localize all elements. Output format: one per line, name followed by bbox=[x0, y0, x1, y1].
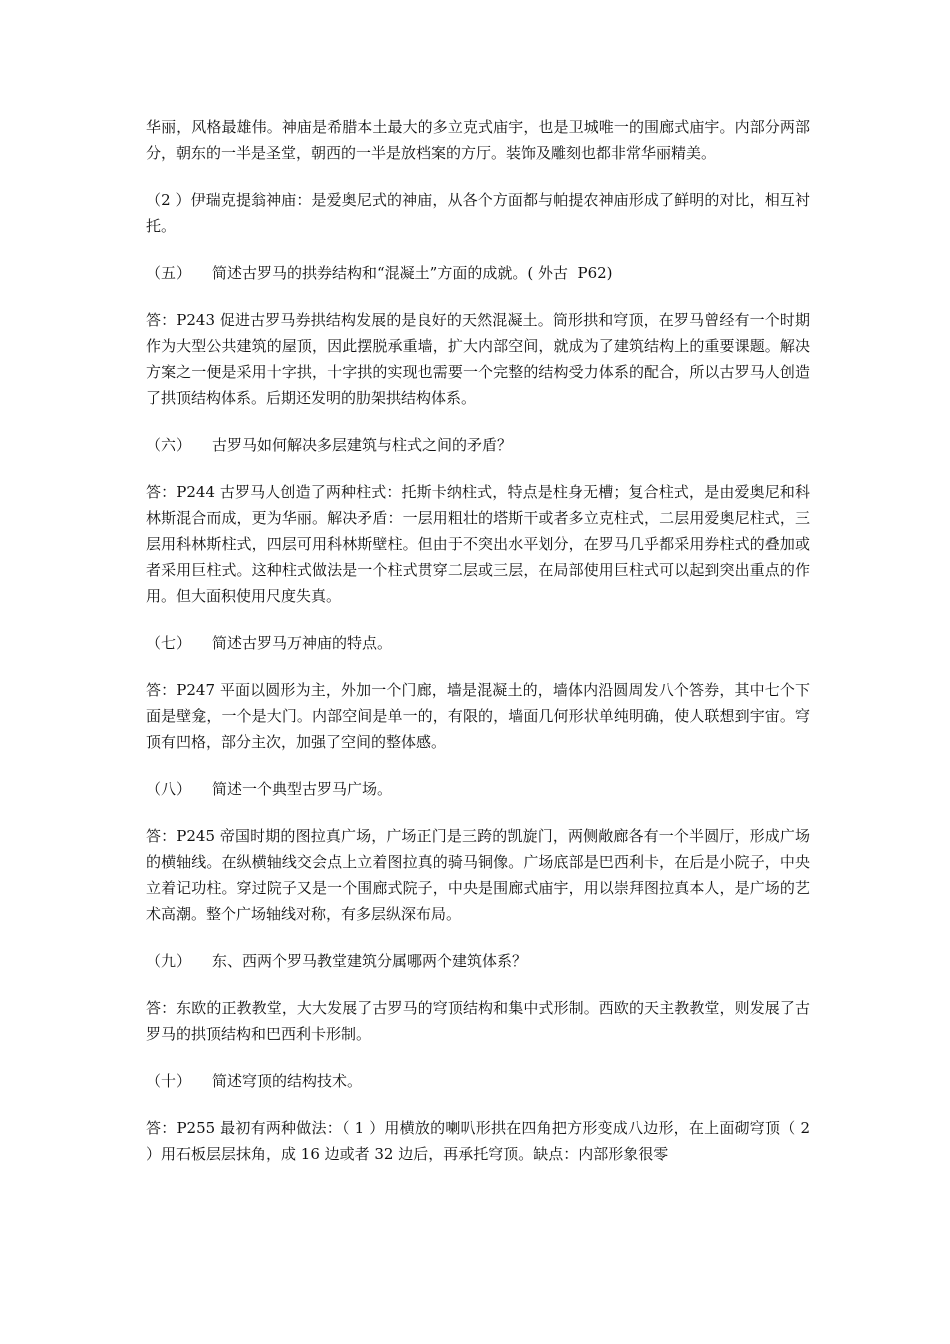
question-number: （七） bbox=[146, 634, 192, 652]
question-7 bbox=[146, 630, 810, 656]
answer-8: 答：P245 帝国时期的图拉真广场，广场正门是三跨的凯旋门，两侧敞廊各有一个半圆厅，形成广场的横轴线。在纵横轴线交会点上立着图拉真的骑马铜像。广场底部是巴西利卡，在后是小院子，中央立着记功柱。穿过院子又是一个围廊式院子，中央是围廊式庙宇，用以崇拜图拉真本人，是广场的艺术高潮。整个广场轴线对称，有多层纵深布局。 bbox=[146, 827, 810, 923]
question-number: （五） bbox=[146, 264, 192, 282]
question-text: 简述古罗马的拱券结构和“混凝土”方面的成就。( 外古 P62) bbox=[212, 264, 613, 282]
question-text: 简述古罗马万神庙的特点。 bbox=[212, 634, 393, 652]
question-number: （九） bbox=[146, 952, 192, 970]
question-5 bbox=[146, 260, 810, 286]
question-text: 简述穹顶的结构技术。 bbox=[212, 1072, 363, 1090]
question-text: 简述一个典型古罗马广场。 bbox=[212, 780, 393, 798]
question-10 bbox=[146, 1068, 810, 1094]
question-text: 东、西两个罗马教堂建筑分属哪两个建筑体系？ bbox=[212, 952, 528, 970]
answer-7: 答：P247 平面以圆形为主，外加一个门廊，墙是混凝土的，墙体内沿圆周发八个答券，其中七个下面是壁龛，一个是大门。内部空间是单一的，有限的，墙面几何形状单纯明确，使人联想到宇宙。穹顶有凹格，部分主次，加强了空间的整体感。 bbox=[146, 681, 810, 751]
paragraph-parthenon-description: 华丽，风格最雄伟。神庙是希腊本土最大的多立克式庙宇，也是卫城唯一的围廊式庙宇。内部分两部分，朝东的一半是圣堂，朝西的一半是放档案的方厅。装饰及雕刻也都非常华丽精美。 bbox=[146, 118, 810, 162]
question-number: （十） bbox=[146, 1072, 192, 1090]
paragraph-erechtheion: （2 ）伊瑞克提翁神庙：是爱奥尼式的神庙，从各个方面都与帕提农神庙形成了鲜明的对比，相互衬托。 bbox=[146, 191, 810, 235]
question-8 bbox=[146, 776, 810, 802]
answer-9: 答：东欧的正教教堂，大大发展了古罗马的穹顶结构和集中式形制。西欧的天主教教堂，则发展了古罗马的拱顶结构和巴西利卡形制。 bbox=[146, 999, 810, 1043]
answer-5: 答：P243 促进古罗马券拱结构发展的是良好的天然混凝土。筒形拱和穹顶，在罗马曾经有一个时期作为大型公共建筑的屋顶，因此摆脱承重墙，扩大内部空间，就成为了建筑结构上的重要课题。解决方案之一便是采用十字拱，十字拱的实现也需要一个完整的结构受力体系的配合，所以古罗马人创造了拱顶结构体系。后期还发明的肋架拱结构体系。 bbox=[146, 311, 810, 407]
answer-10: 答：P255 最初有两种做法：（ 1 ）用横放的喇叭形拱在四角把方形变成八边形，在上面砌穹顶（ 2 ）用石板层层抹角，成 16 边或者 32 边后，再承托穹顶。缺点：内部形象很零 bbox=[146, 1119, 810, 1163]
document-page bbox=[146, 114, 810, 1188]
answer-6: 答：P244 古罗马人创造了两种柱式：托斯卡纳柱式，特点是柱身无槽；复合柱式，是由爱奥尼和科林斯混合而成，更为华丽。解决矛盾：一层用粗壮的塔斯干或者多立克柱式，二层用爱奥尼柱式，三层用科林斯柱式，四层可用科林斯壁柱。但由于不突出水平划分，在罗马几乎都采用券柱式的叠加或者采用巨柱式。这种柱式做法是一个柱式贯穿二层或三层，在局部使用巨柱式可以起到突出重点的作用。但大面积使用尺度失真。 bbox=[146, 483, 810, 605]
question-6 bbox=[146, 432, 810, 458]
question-text: 古罗马如何解决多层建筑与柱式之间的矛盾？ bbox=[212, 436, 513, 454]
question-number: （六） bbox=[146, 436, 192, 454]
question-9 bbox=[146, 948, 810, 974]
question-number: （八） bbox=[146, 780, 192, 798]
